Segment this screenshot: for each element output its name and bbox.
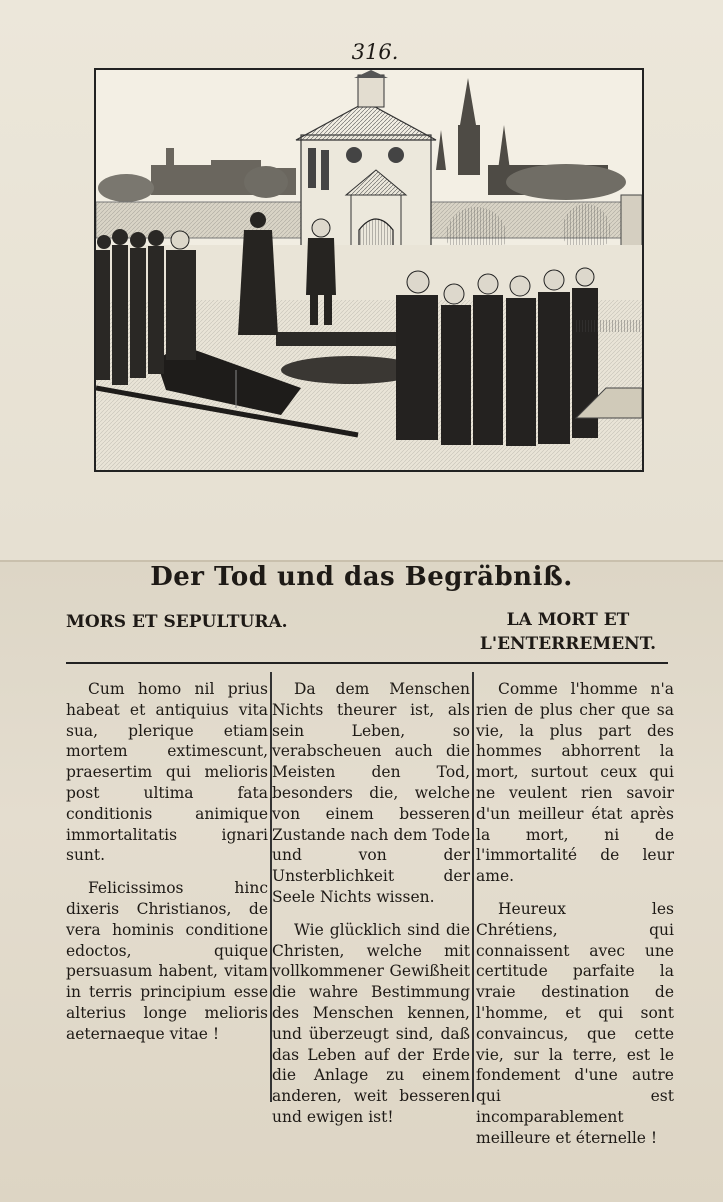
title-german: Der Tod und das Begräbniß. — [150, 562, 573, 592]
column-divider-right — [472, 672, 474, 1102]
german-paragraph-1: Da dem Menschen Nichts theurer ist, als sein Leben, so verabscheuen auch die Meisten den Tod, besonders die, welche von einem besseren Zustande nach dem Tode und von der Unsterblichkeit der Seele Nichts wissen. — [272, 680, 470, 906]
french-paragraph-1: Comme l'homme n'a rien de plus cher que sa vie, la plus part des hommes abhorrent la mort, surtout ceux qui ne veulent rien savoir d'un meilleur état après la mort, ni de l'immortalité de leur ame. — [476, 680, 674, 886]
german-paragraph-2: Wie glücklich sind die Christen, welche mit vollkommener Gewißheit die wahre Bestimmung des Menschen kennen, und überzeugt sind, daß das Leben auf der Erde die Anlage zu einem anderen, weit besseren und ewigen ist! — [272, 920, 470, 1126]
french-column — [476, 679, 674, 1161]
header-rule — [66, 662, 668, 664]
latin-column — [66, 679, 268, 1057]
title-latin: MORS ET SEPULTURA. — [66, 612, 288, 632]
title-french: LA MORT ET L'ENTERREMENT. — [479, 610, 657, 654]
latin-paragraph-1: Cum homo nil prius habeat et antiquius vita sua, plerique etiam mortem extimescunt, praesertim qui melioris post ultima fata conditionis animique immortalitatis ignari sunt. — [66, 680, 268, 865]
burial-scene-engraving — [94, 68, 644, 472]
latin-paragraph-2: Felicissimos hinc dixeris Christianos, de vera hominis conditione edoctos, quique persuasum habent, vitam in terris principium esse alterius longe melioris aeternaeque vitae ! — [66, 879, 268, 1043]
german-column — [272, 679, 470, 1140]
page-number: 316. — [351, 40, 399, 64]
french-paragraph-2: Heureux les Chrétiens, qui connaissent avec une certitude parfaite la vraie destination de l'homme, et qui sont convaincus, que cette vie, sur la terre, est le fondement d'une autre qui est incomparablement meilleure et éternelle ! — [476, 899, 674, 1147]
